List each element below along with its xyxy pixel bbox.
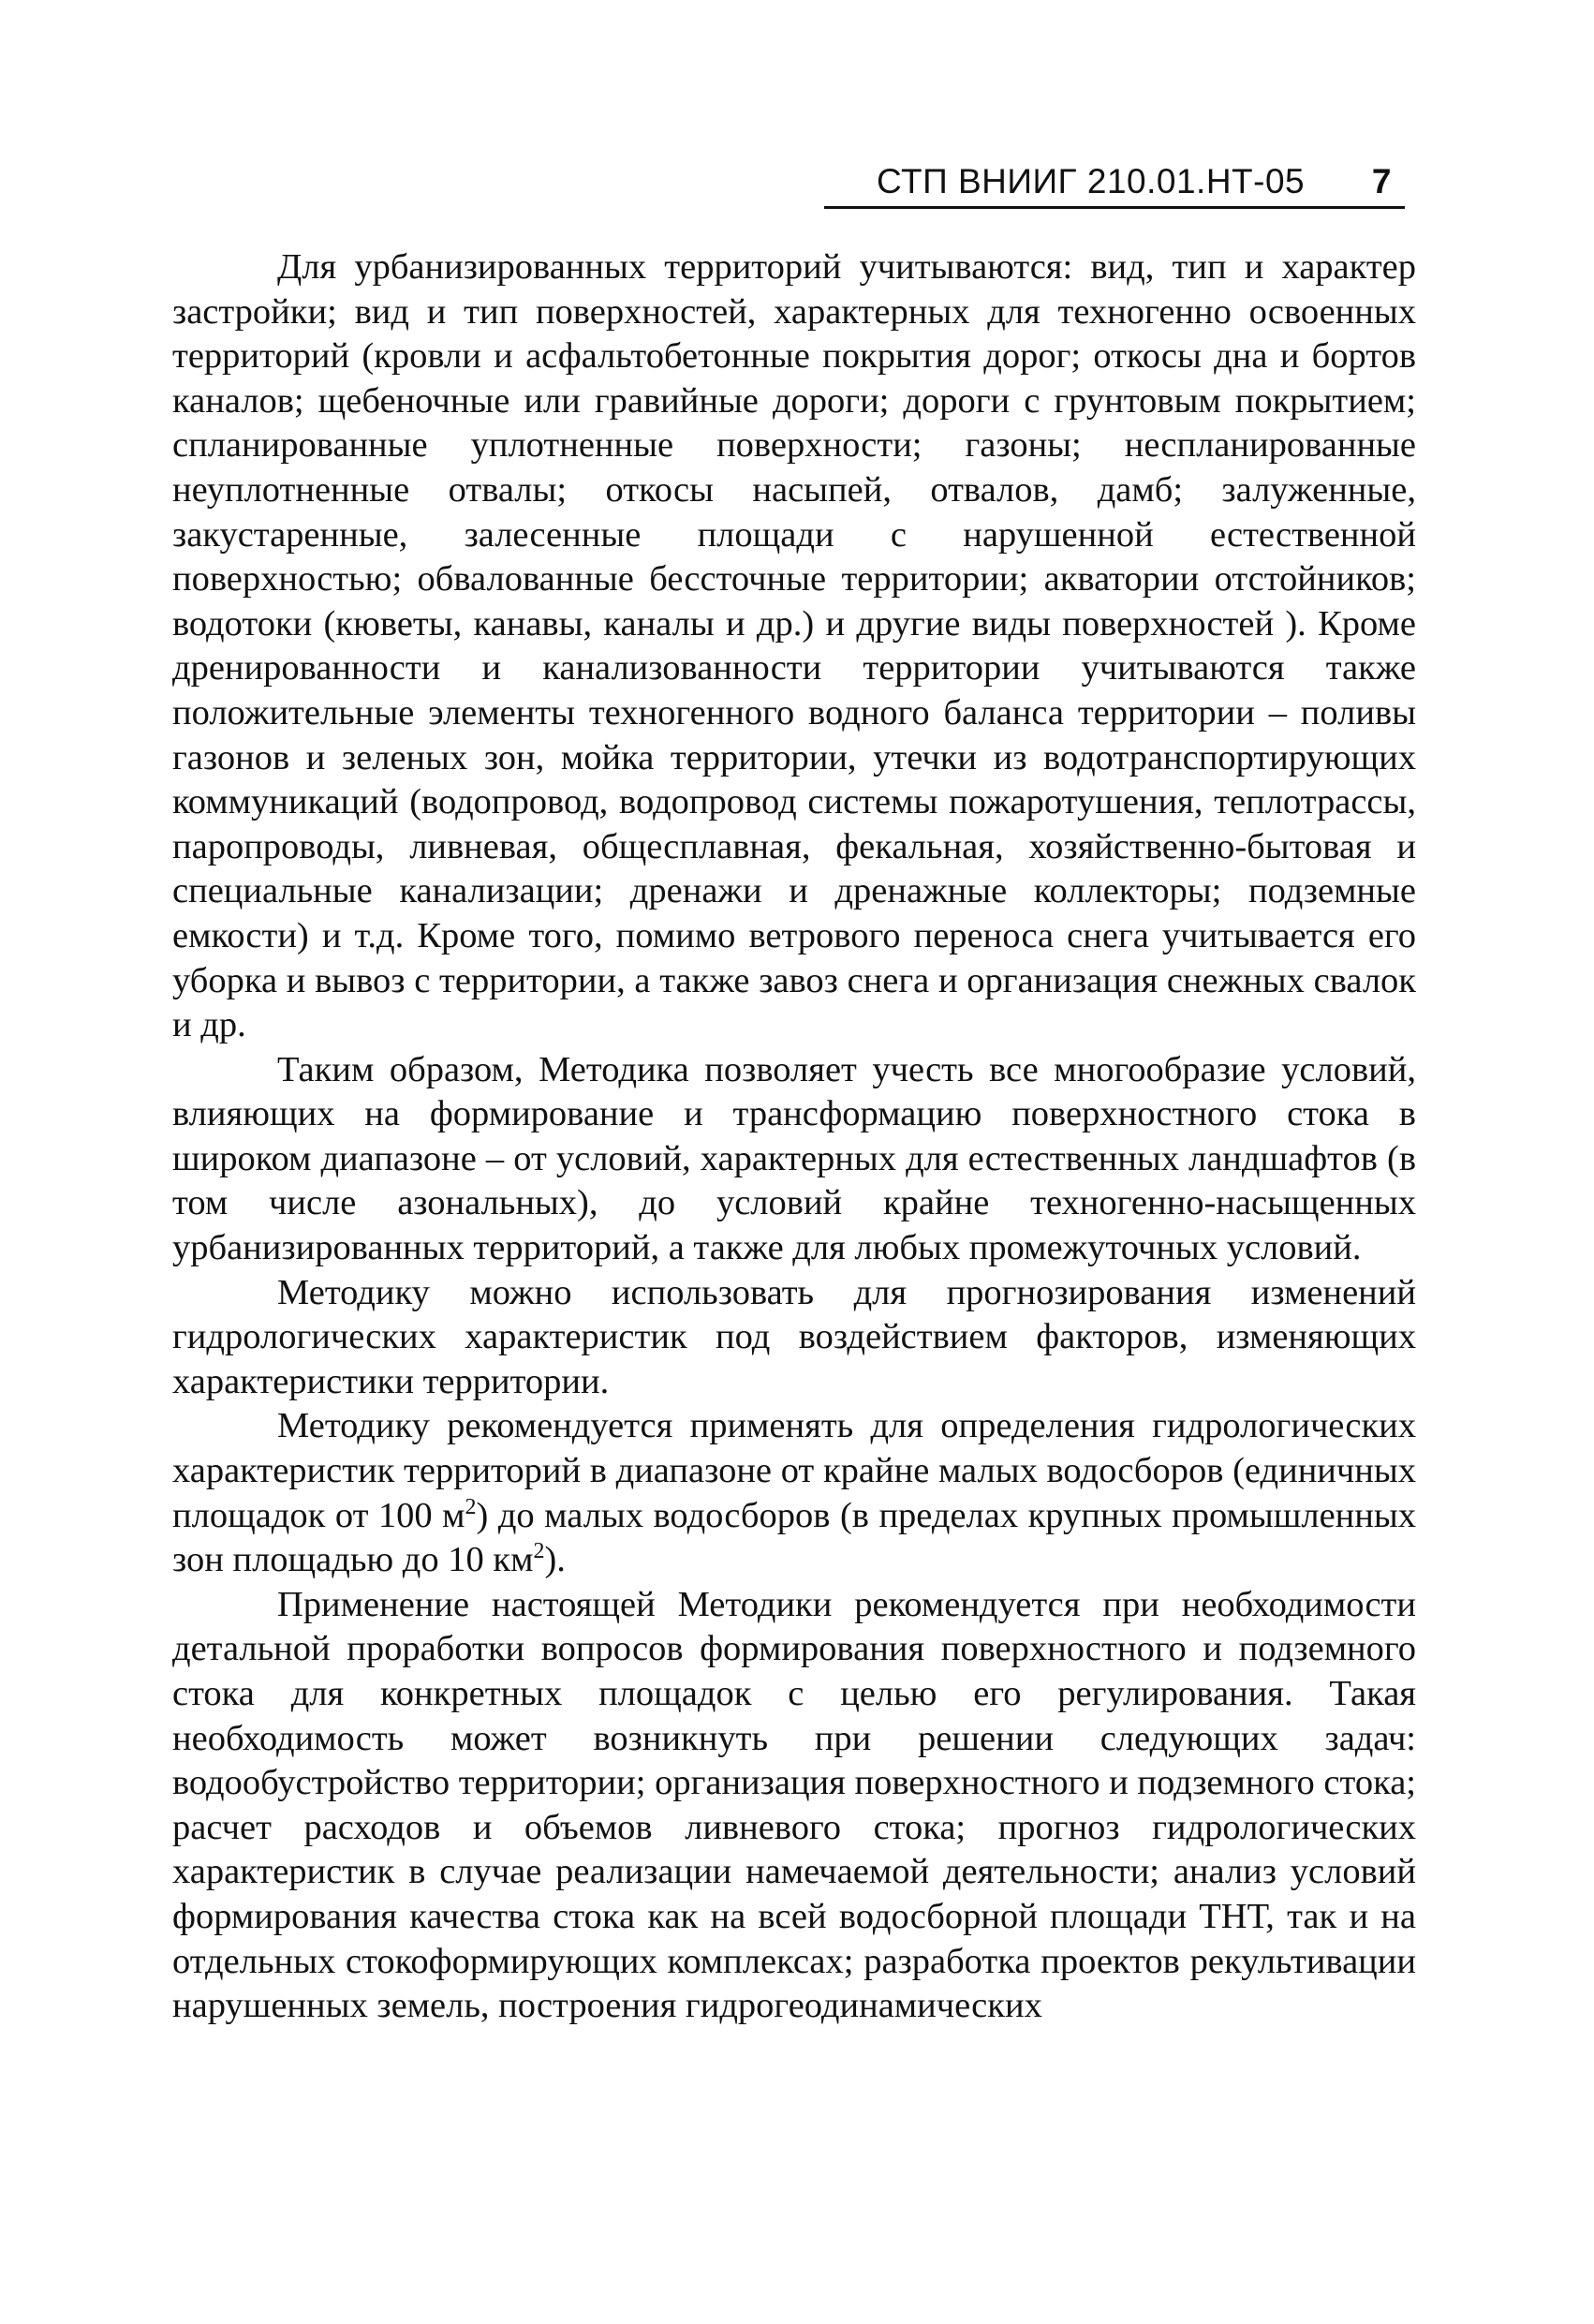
page-number: 7 xyxy=(1371,162,1392,200)
superscript-square: 2 xyxy=(533,1539,545,1564)
running-header xyxy=(824,157,1405,209)
catchment-range-text-1: Методику рекомендуется применять для определения гидрологических характеристик территорий в диапазоне от крайне малых водосборов (единичных площадок от 100 м xyxy=(172,1406,1416,1535)
body-text xyxy=(172,245,1416,2029)
superscript-square: 2 xyxy=(465,1494,477,1519)
paragraph-forecasting: Методику можно использовать для прогнозирования изменений гидрологических характеристик под воздействием факторов, изменяющих характеристики территории. xyxy=(172,1272,1416,1401)
paragraph-urban-territories: Для урбанизированных территорий учитываются: вид, тип и характер застройки; вид и тип поверхностей, характерных для техногенно освоенных территорий (кровли и асфальтобетонные покрытия дорог; откосы дна и бортов каналов; щебеночные или гравийные дороги; дороги с грунтовым покрытием; спланированные уплотненные поверхности; газоны; неспланированные неуплотненные отвалы; откосы насыпей, отвалов, дамб; залуженные, закустаренные, залесенные площади с нарушенной естественной поверхностью; обвалованные бессточные территории; акватории отстойников; водотоки (кюветы, канавы, каналы и др.) и другие виды поверхностей ). Кроме дренированности и канализованности территории учитываются также положительные элементы техногенного водного баланса территории – поливы газонов и зеленых зон, мойка территории, утечки из водотранспортирующих коммуникаций (водопровод, водопровод системы пожаротушения, теплотрассы, паропроводы, ливневая, общесплавная, фекальная, хозяйственно-бытовая и специальные канализации; дренажи и дренажные коллекторы; подземные емкости) и т.д. Кроме того, помимо ветрового переноса снега учитывается его уборка и вывоз с территории, а также завоз снега и организация снежных свалок и др. xyxy=(172,247,1416,1045)
catchment-range-text-3: ). xyxy=(544,1540,566,1580)
paragraph-application: Применение настоящей Методики рекомендуется при необходимости детальной проработки вопросов формирования поверхностного и подземного стока для конкретных площадок с целью его регулирования. Такая необходимость может возникнуть при решении следующих задач: водообустройство территории; организация поверхностного и подземного стока; расчет расходов и объемов ливневого стока; прогноз гидрологических характеристик в случае реализации намечаемой деятельности; анализ условий формирования качества стока как на всей водосборной площади ТНТ, так и на отдельных стокоформирующих комплексах; разработка проектов рекультивации нарушенных земель, построения гидрогеодинамических xyxy=(172,1584,1416,2026)
catchment-range-text-2: ) до малых водосборов (в пределах крупных промышленных зон площадью до 10 км xyxy=(172,1495,1416,1580)
paragraph-methodology-scope: Таким образом, Методика позволяет учесть все многообразие условий, влияющих на формирование и трансформацию поверхностного стока в широком диапазоне – от условий, характерных для естественных ландшафтов (в том числе азональных), до условий крайне техногенно-насыщенных урбанизированных территорий, а также для любых промежуточных условий. xyxy=(172,1049,1416,1268)
paragraph-catchment-range xyxy=(172,1404,1416,1582)
document-code: СТП ВНИИГ 210.01.НТ-05 xyxy=(877,162,1306,200)
